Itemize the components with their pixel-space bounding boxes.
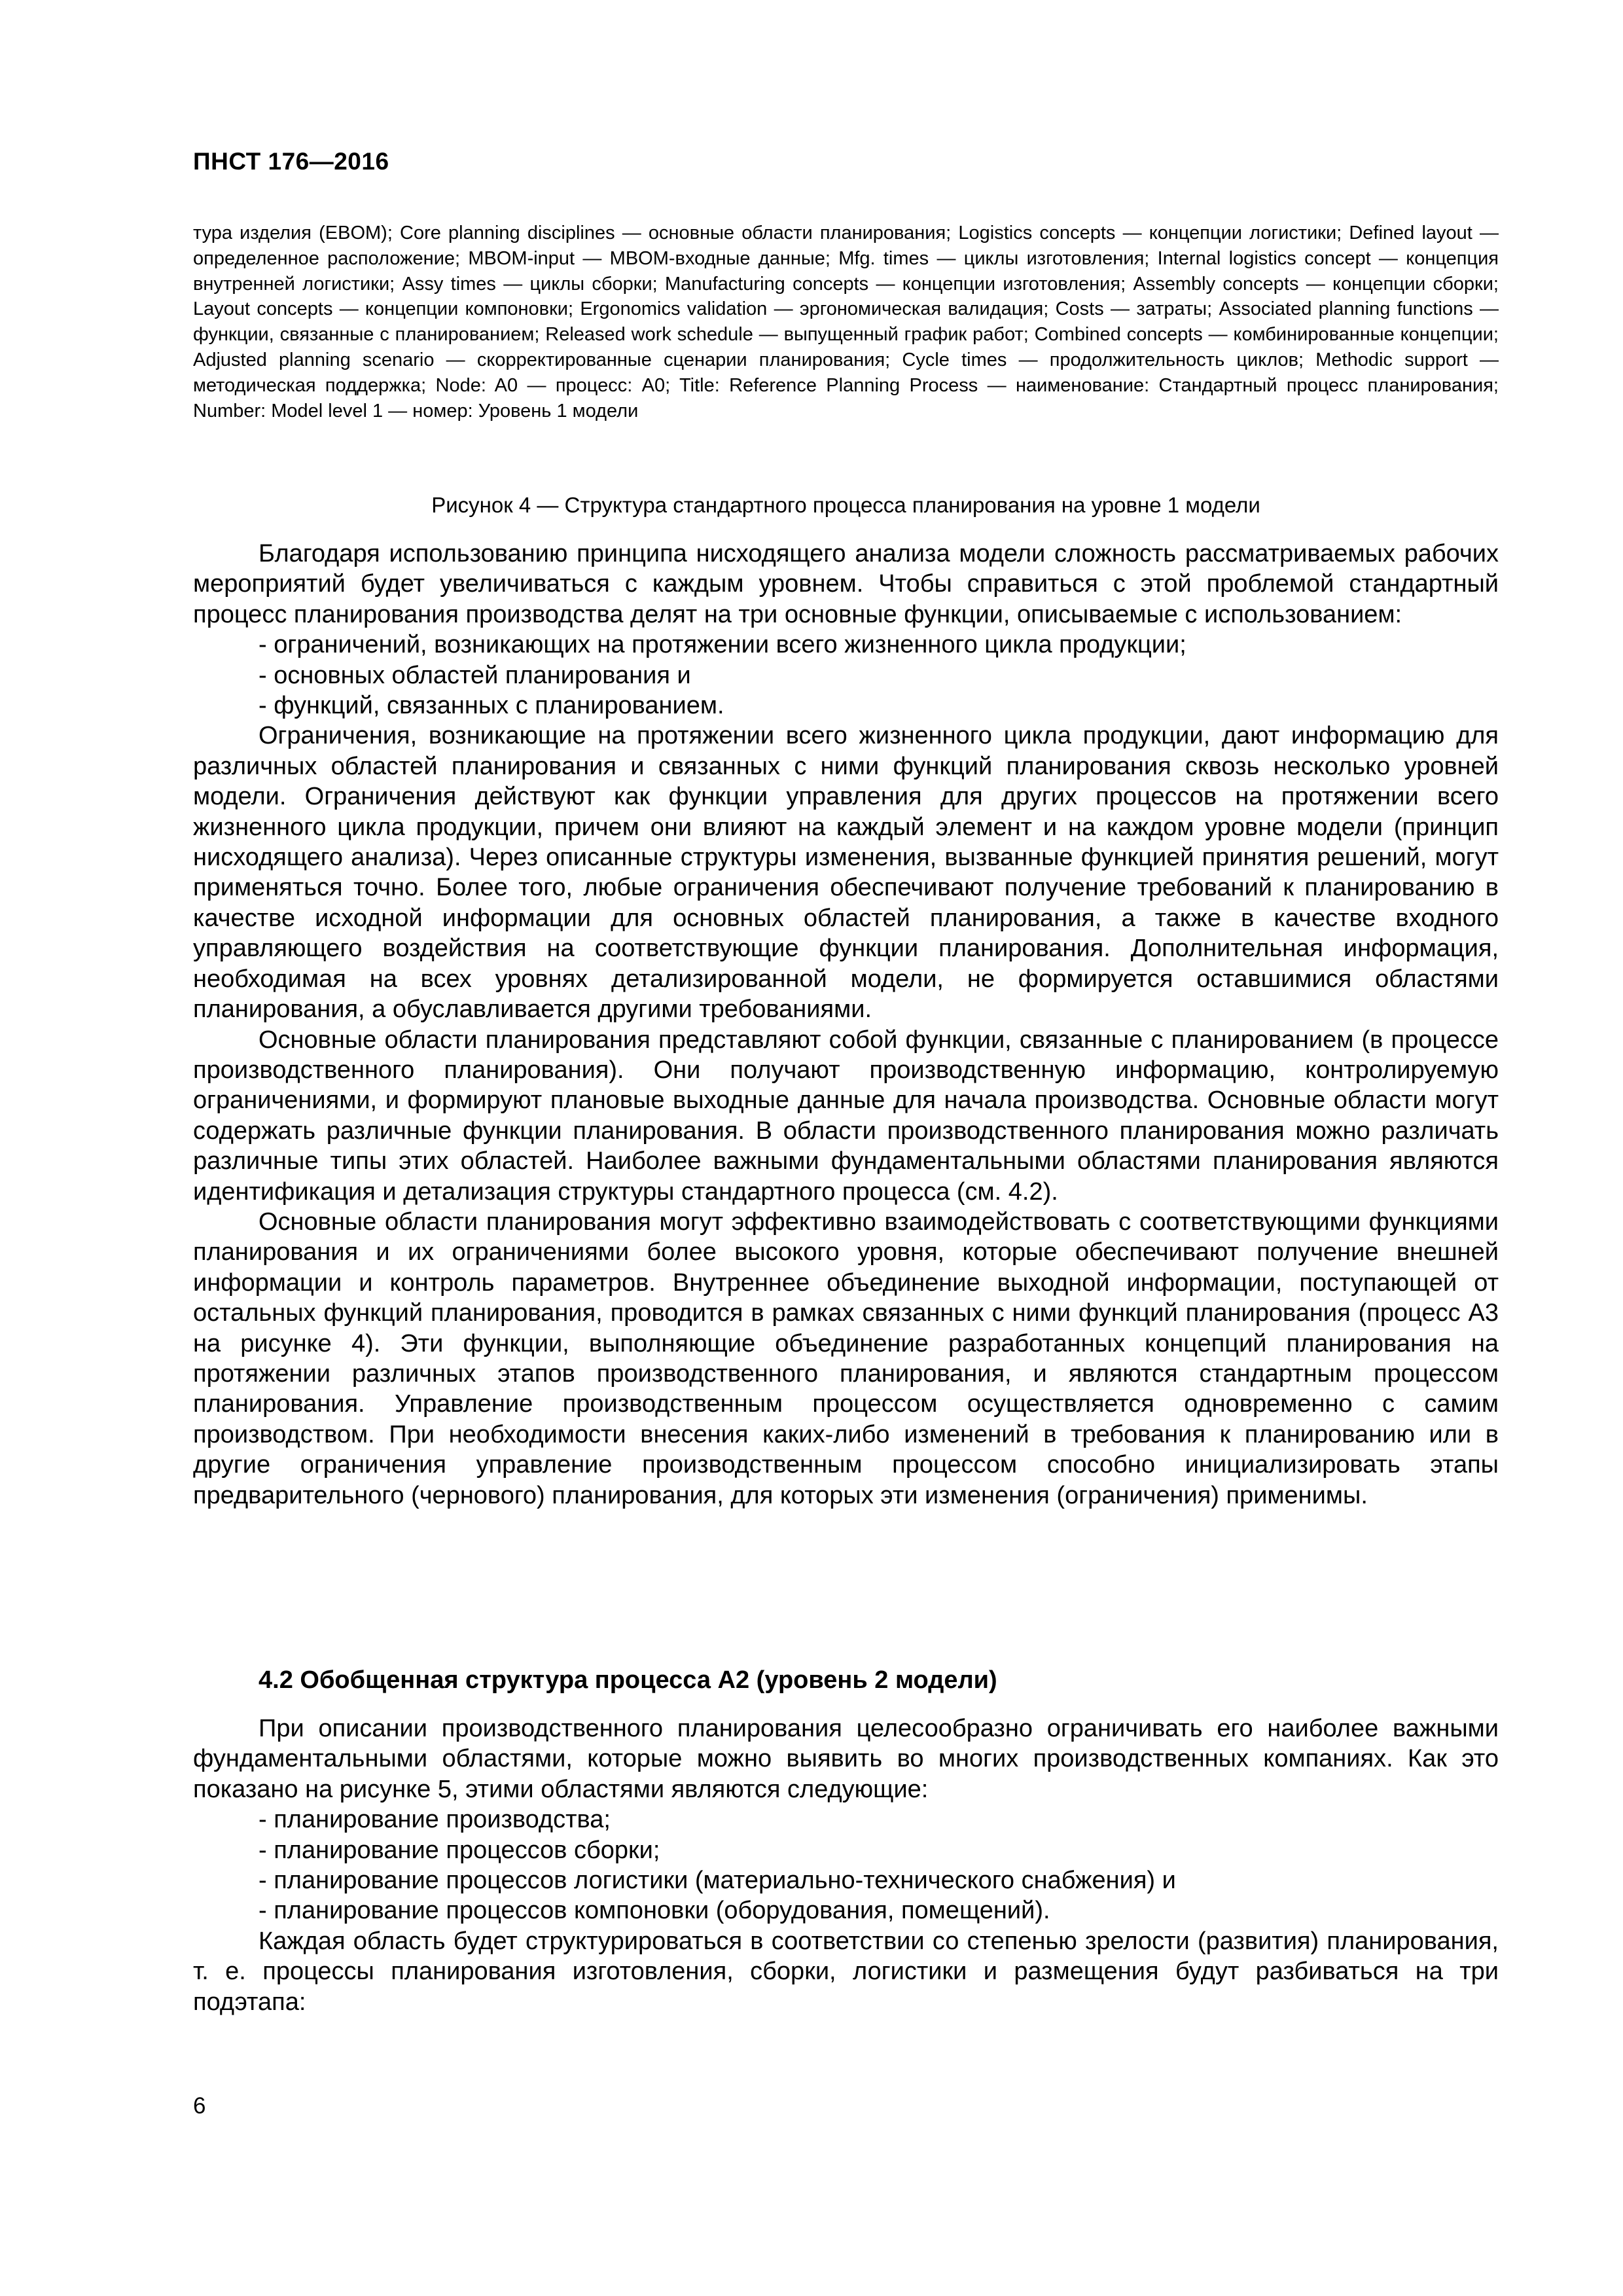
paragraph: Основные области планирования представляют собой функции, связанные с планированием (в процессе производственного планирования). Они получают производственную информацию, контролируемую ограничениями, и формируют плановые выходные данные для начала производства. Основные области могут содержать различные функции планирования. В области производственного планирования можно различать различные типы этих областей. Наиболее важными фундаментальными областями планирования являются идентификация и детализация структуры стандартного процесса (см. 4.2).	[193, 1026, 1499, 1206]
section-heading: 4.2 Обобщенная структура процесса A2 (уровень 2 модели)	[259, 1666, 997, 1694]
paragraph: При описании производственного планирования целесообразно ограничивать его наиболее важными фундаментальными областями, которые можно выявить во многих производственных компаниях. Как это показано на рисунке 5, этими областями являются следующие:	[193, 1715, 1499, 1803]
standard-code-header: ПНСТ 176—2016	[193, 148, 389, 175]
list-item: - планирование процессов сборки;	[259, 1836, 660, 1864]
paragraph: Ограничения, возникающие на протяжении всего жизненного цикла продукции, дают информацию для различных областей планирования и связанных с ними функций планирования сквозь несколько уровней модели. Ограничения действуют как функции управления для других процессов на протяжении всего жизненного цикла продукции, причем они влияют на каждый элемент и на каждом уровне модели (принцип нисходящего анализа). Через описанные структуры изменения, вызванные функцией принятия решений, могут применяться точно. Более того, любые ограничения обеспечивают получение требований к планированию в качестве исходной информации для основных областей планирования, а также в качестве входного управляющего воздействия на соответствующие функции планирования. Дополнительная информация, необходимая на всех уровнях детализированной модели, не формируется оставшимися областями планирования, а обуславливается другими требованиями.	[193, 722, 1499, 1024]
figure-caption: Рисунок 4 — Структура стандартного процесса планирования на уровне 1 модели	[431, 493, 1260, 517]
paragraph: Благодаря использованию принципа нисходящего анализа модели сложность рассматриваемых рабочих мероприятий будет увеличиваться с каждым уровнем. Чтобы справиться с этой проблемой стандартный процесс планирования производства делят на три основные функции, описываемые с использованием:	[193, 540, 1499, 628]
list-item: - планирование производства;	[259, 1806, 611, 1834]
list-item: - планирование процессов компоновки (оборудования, помещений).	[259, 1897, 1050, 1925]
paragraph: Каждая область будет структурироваться в соответствии со степенью зрелости (развития) планирования, т. е. процессы планирования изготовления, сборки, логистики и размещения будут разбиваться на три подэтапа:	[193, 1927, 1499, 2016]
list-item: - планирование процессов логистики (материально-технического снабжения) и	[259, 1867, 1176, 1895]
paragraph: Основные области планирования могут эффективно взаимодействовать с соответствующими функциями планирования и их ограничениями более высокого уровня, которые обеспечивают получение внешней информации и контроль параметров. Внутреннее объединение выходной информации, поступающей от остальных функций планирования, проводится в рамках связанных с ними функций планирования (процесс A3 на рисунке 4). Эти функции, выполняющие объединение разработанных концепций планирования на протяжении различных этапов производственного планирования, и являются стандартным процессом планирования. Управление производственным процессом осуществляется одновременно с самим производством. При необходимости внесения каких-либо изменений в требования к планированию или в другие ограничения управление производственным процессом способно инициализировать этапы предварительного (чернового) планирования, для которых эти изменения (ограничения) применимы.	[193, 1208, 1499, 1509]
list-item: - функций, связанных с планированием.	[259, 692, 724, 720]
list-item: - ограничений, возникающих на протяжении всего жизненного цикла продукции;	[259, 631, 1186, 659]
figure-legend-text: тура изделия (EBOM); Core planning disciplines — основные области планирования; Logistics concepts — концепции логистики; Defined layout — определенное расположение; MBOM-input — MBOM-входные данные; Mfg. times — циклы изготовления; Internal logistics concept — концепция внутренней логистики; Assy times — циклы сборки; Manufacturing concepts — концепции изготовления; Assembly concepts — концепции сборки; Layout concepts — концепции компоновки; Ergonomics validation — эргономическая валидация; Costs — затраты; Associated planning functions — функции, связанные с планированием; Released work schedule — выпущенный график работ; Combined concepts — комбинированные концепции; Adjusted planning scenario — скорректированные сценарии планирования; Cycle times — продолжительность циклов; Methodic support — методическая поддержка; Node: A0 — процесс: A0; Title: Reference Planning Process — наименование: Стандартный процесс планирования; Number: Model level 1 — номер: Уровень 1 модели	[193, 223, 1499, 422]
page-number: 6	[193, 2093, 206, 2119]
section-body	[193, 539, 1499, 1511]
section-body-2	[193, 1713, 1499, 2017]
list-item: - основных областей планирования и	[259, 661, 691, 689]
figure-legend	[193, 221, 1499, 423]
